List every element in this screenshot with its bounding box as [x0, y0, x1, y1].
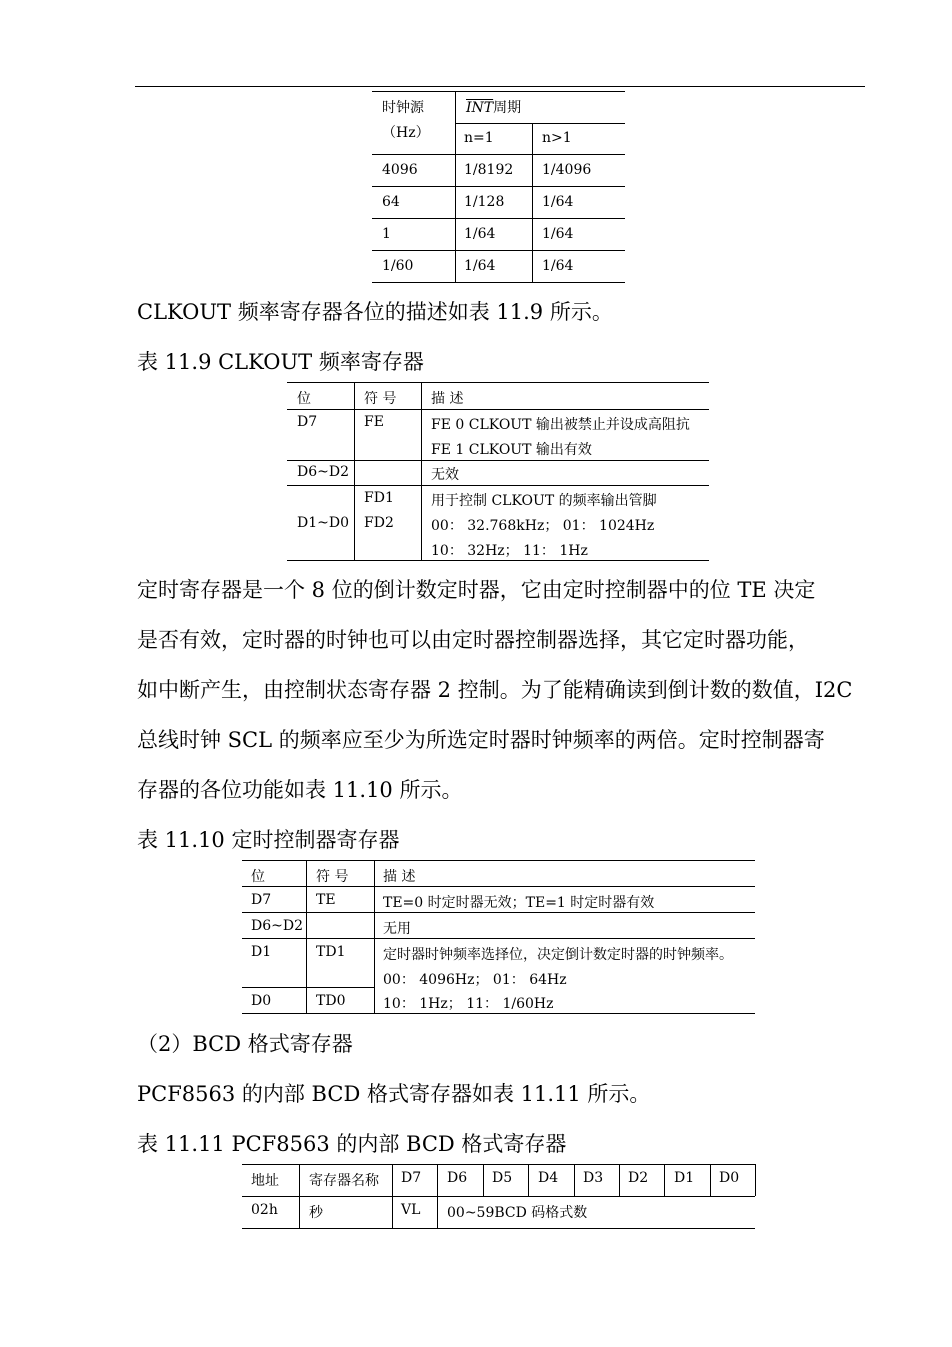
header-address: 地址 [251, 1173, 279, 1189]
table-cell: 1 [382, 226, 391, 242]
body-line: 定时寄存器是一个 8 位的倒计数定时器，它由定时控制器中的位 TE 决定 [137, 578, 816, 602]
body-line: 是否有效，定时器的时钟也可以由定时器控制器选择，其它定时器功能， [137, 628, 809, 652]
header-register-name: 寄存器名称 [309, 1173, 379, 1189]
table-cell: 00： 32.768kHz； 01： 1024Hz [431, 518, 655, 534]
table-cell: 1/60 [382, 258, 414, 274]
table-cell: 10： 1Hz； 11： 1/60Hz [383, 996, 554, 1012]
header-d5: D5 [492, 1170, 513, 1186]
table-cell: 1/64 [542, 226, 574, 242]
table-cell: 1/4096 [542, 162, 592, 178]
paragraph-clkout-intro: CLKOUT 频率寄存器各位的描述如表 11.9 所示。 [137, 300, 613, 324]
header-bit: 位 [251, 869, 265, 885]
body-line: 如中断产生，由控制状态寄存器 2 控制。为了能精确读到倒计数的数值，I2C [137, 678, 853, 702]
table-cell: 定时器时钟频率选择位，决定倒计数定时器的时钟频率。 [383, 947, 733, 963]
table-cell: 1/64 [464, 258, 496, 274]
table-cell: D7 [297, 414, 318, 430]
table-cell: 1/128 [464, 194, 505, 210]
header-d3: D3 [583, 1170, 604, 1186]
table-cell: 64 [382, 194, 400, 210]
table-cell: 1/64 [464, 226, 496, 242]
table-cell: D0 [251, 993, 272, 1009]
table-cell: 1/64 [542, 194, 574, 210]
table-cell: 无用 [383, 921, 411, 937]
header-n1: n=1 [464, 130, 494, 146]
table-cell: 4096 [382, 162, 418, 178]
header-ngt1: n>1 [542, 130, 572, 146]
table-cell: FD2 [364, 515, 394, 531]
header-d6: D6 [447, 1170, 468, 1186]
table-cell: TE [316, 892, 336, 908]
int-signal: $\overline{INT}$ [466, 100, 494, 116]
table-cell: 秒 [309, 1205, 323, 1221]
table-cell: TE=0 时定时器无效；TE=1 时定时器有效 [383, 895, 655, 911]
table-cell: TD1 [316, 944, 346, 960]
paragraph-bcd-intro: PCF8563 的内部 BCD 格式寄存器如表 11.11 所示。 [137, 1082, 651, 1106]
table-cell: VL [401, 1202, 421, 1218]
header-rule [135, 86, 865, 87]
caption-table-11-10: 表 11.10 定时控制器寄存器 [137, 828, 400, 852]
table-cell: 02h [251, 1202, 278, 1218]
table-cell: D6~D2 [251, 918, 303, 934]
body-line: 总线时钟 SCL 的频率应至少为所选定时器时钟频率的两倍。定时控制器寄 [137, 728, 825, 752]
int-period-label: 周期 [493, 100, 522, 116]
table-cell: 00： 4096Hz； 01： 64Hz [383, 972, 567, 988]
header-d7: D7 [401, 1170, 422, 1186]
table-cell: D7 [251, 892, 272, 908]
table-cell: 无效 [431, 467, 459, 483]
table-cell: 1/64 [542, 258, 574, 274]
table-cell: 00~59BCD 码格式数 [447, 1205, 588, 1221]
header-description: 描 述 [431, 391, 464, 407]
table-cell: TD0 [316, 993, 346, 1009]
header-description: 描 述 [383, 869, 416, 885]
header-d1: D1 [674, 1170, 695, 1186]
header-clock-source: 时钟源 [382, 100, 424, 116]
header-int-period [466, 97, 521, 117]
table-cell: D1 [251, 944, 272, 960]
table-cell: 用于控制 CLKOUT 的频率输出管脚 [431, 493, 657, 509]
table-cell: FD1 [364, 490, 394, 506]
body-line: 存器的各位功能如表 11.10 所示。 [137, 778, 463, 802]
caption-table-11-11: 表 11.11 PCF8563 的内部 BCD 格式寄存器 [137, 1132, 567, 1156]
section-bcd-title: （2）BCD 格式寄存器 [137, 1032, 353, 1056]
table-cell: D6~D2 [297, 464, 349, 480]
header-d4: D4 [538, 1170, 559, 1186]
table-cell: 10： 32Hz； 11： 1Hz [431, 543, 588, 559]
header-d0: D0 [719, 1170, 740, 1186]
header-symbol: 符 号 [316, 869, 349, 885]
header-d2: D2 [628, 1170, 649, 1186]
table-cell: 1/8192 [464, 162, 514, 178]
header-clock-unit: （Hz） [382, 125, 430, 141]
table-cell: D1~D0 [297, 515, 349, 531]
caption-table-11-9: 表 11.9 CLKOUT 频率寄存器 [137, 350, 424, 374]
table-cell: FE [364, 414, 384, 430]
table-cell: FE 0 CLKOUT 输出被禁止并设成高阻抗 [431, 417, 690, 433]
table-cell: FE 1 CLKOUT 输出有效 [431, 442, 592, 458]
header-bit: 位 [297, 391, 311, 407]
header-symbol: 符 号 [364, 391, 397, 407]
